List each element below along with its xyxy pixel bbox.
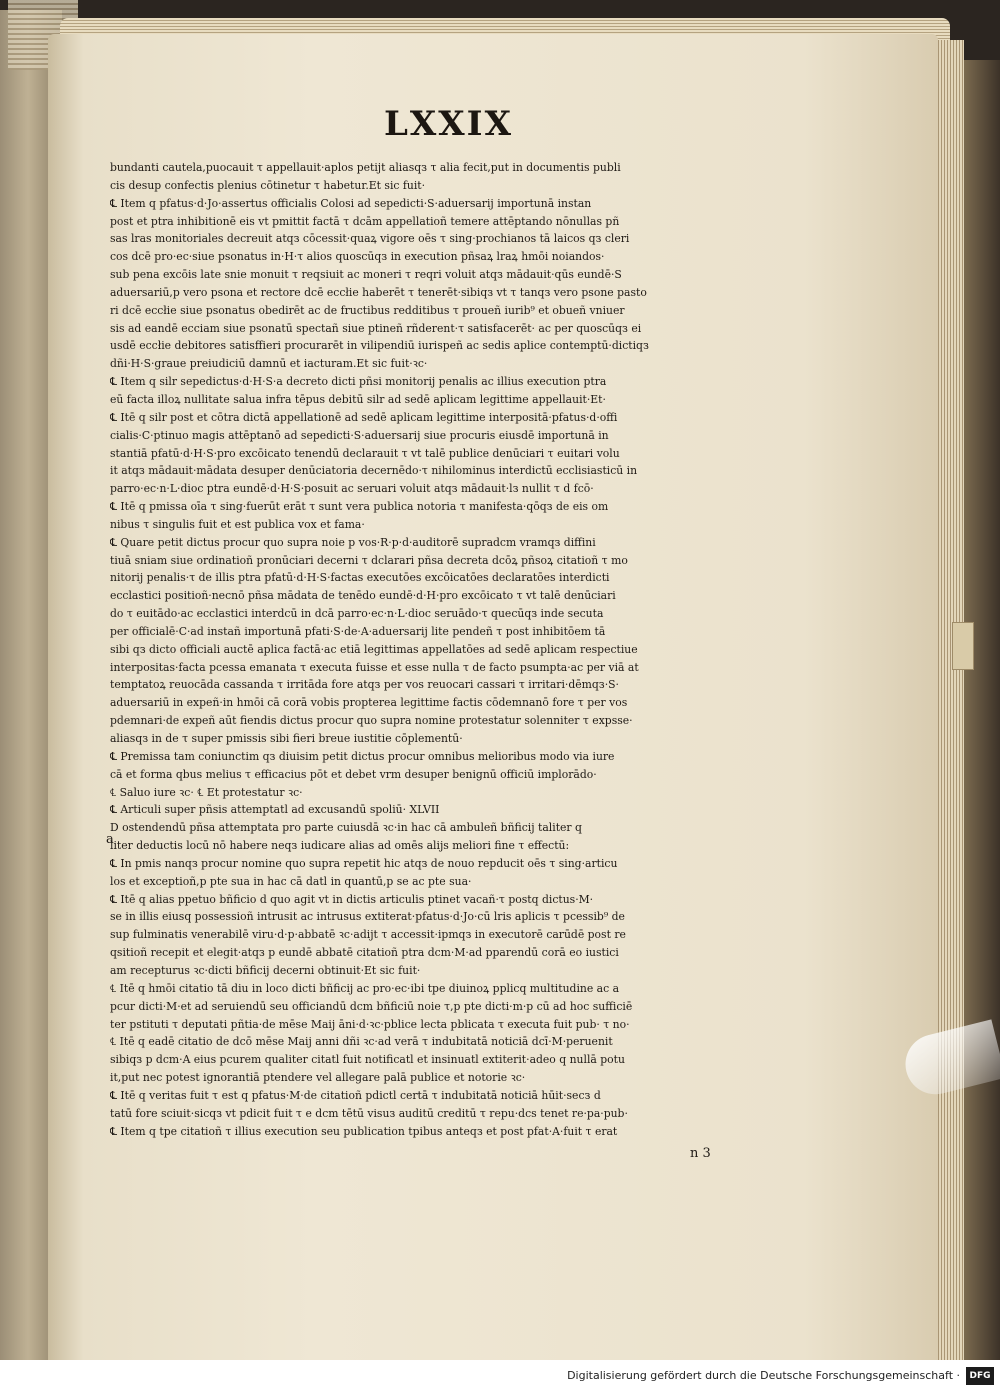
text-line: ℄ Itē q eadē citatio de dcō mēse Maij anni dñi ꝛc·ad verā τ indubitatā noticiā dcī·M·peruenit [110,1035,613,1049]
text-line: sibiqз p dcm·A eius pcurem qualiter citatl fuit notificatl et insinuatl extiterit·adeo q nullā potu [110,1053,625,1067]
text-line: ℄ Saluo iure ꝛc· ℄ Et protestatur ꝛc· [110,785,303,799]
text-line: ℄ Item q silr sepedictus·d·H·S·a decreto dicti pñsi monitorij penalis ac illius execution ptra [110,375,607,389]
text-line: aliasqз in de τ super pmissis sibi fieri breue iustitie cōplementū· [110,732,463,745]
text-line: tiuā sniam siue ordinatioñ pronūciari decerni τ dclarari pñsa decreta dcōꝝ pñsoꝝ citatioñ τ mo [110,553,628,567]
text-line: ℄ Premissa tam coniunctim qз diuisim petit dictus procur omnibus melioribus modo via iure [110,749,615,763]
text-line: bundanti cautela,puocauit τ appellauit·aplos petijt aliasqз τ alia fecit,put in documentis publi [110,161,621,174]
text-line: parro·ec·n·L·dioc ptra eundē·d·H·S·posuit ac seruari voluit atqз mādauit·lз nullit τ d fcō· [110,482,594,496]
text-line: temptatoꝝ reuocāda cassanda τ irritāda fore atqз per vos reuocari cassari τ irritari·dēmqз·S· [110,678,619,692]
text-line: ℄ Articuli super pñsis attemptatl ad excusandū spoliū· XLVII [110,803,440,817]
text-line: ecclastici positioñ·necnō pñsa mādata de tenēdo eundē·d·H·pro excōicato τ vt talē denūciari [110,589,616,603]
text-line: do τ euitādo·ac ecclastici interdcū in dcā parro·ec·n·L·dioc seruādo·τ quecūqз inde secuta [110,607,604,621]
text-line: post et ptra inhibitionē eis vt pmittit factā τ dcām appellatioñ temere attēptando nōnullas pñ [110,214,620,228]
text-line: cos dcē pro·ec·siue psonatus in·H·τ alios quoscūqз in execution pñsaꝝ lraꝝ hmōi noiandos· [110,250,605,264]
marginal-letter: a [106,832,114,847]
text-line: ter pstituti τ deputati pñtia·de mēse Maij āni·d·ꝛc·pblice lecta pblicata τ executa fuit pub· τ no· [110,1017,630,1031]
text-line: sup fulminatis venerabilē viru·d·p·abbatē ꝛc·adijt τ accessit·ipmqз in executorē carūdē post re [110,928,626,942]
text-line: eū facta illoꝝ nullitate salua infra tēpus debitū silr ad sedē aplicam legittime appellauit·Et· [110,392,606,406]
text-line: nibus τ singulis fuit et est publica vox et fama· [110,517,365,531]
text-line: ri dcē eccłie siue psonatus obedirēt ac de fructibus redditibus τ proueñ iurib⁹ et obueñ vniuer [110,303,625,317]
text-line: pdemnari·de expeñ aūt fiendis dictus procur quo supra nomine protestatur solenniter τ expsse· [110,714,633,728]
text-line: sibi qз dicto officiali auctē aplica factā·ac etiā legittimas appellatōes ad sedē aplicam respectiue [110,642,638,656]
text-line: D ostendendū pñsa attemptata pro parte cuiusdā ꝛc·in hac cā ambuleñ bñficij taliter q [110,821,582,835]
text-line: cā et forma qbus melius τ efficacius pōt et debet vrm desuper benignū officiū implorādo· [110,767,597,781]
text-line: stantiā pfatū·d·H·S·pro excōicato tenendū declarauit τ vt talē publice denūciari τ euitari volu [110,446,620,460]
text-block [110,159,778,1140]
text-line: nitorij penalis·τ de illis ptra pfatū·d·H·S·factas executōes excōicatōes declaratōes interdicti [110,571,610,585]
text-line: it,put nec potest ignorantiā ptendere vel allegare palā publice et notorie ꝛc· [110,1071,526,1085]
text-line: pcur dicti·M·et ad seruiendū seu officiandū dcm bñficiū noie τ,p pte dicti·m·p cū ad hoc sufficiē [110,999,633,1013]
text-line: it atqз mādauit·mādata desuper denūciatoria decernēdo·τ nihilominus interdictū ecclisiasticū in [110,464,638,478]
footer-credit: Digitalisierung gefördert durch die Deutsche Forschungsgemeinschaft · [567,1369,960,1382]
text-line: los et exceptioñ,p pte sua in hac cā datl in quantū,p se ac pte sua· [110,874,472,888]
text-line: per officialē·C·ad instañ importunā pfati·S·de·A·aduersarij lite pendeñ τ post inhibitōem tā [110,624,606,638]
text-line: ℄ Itē q alias ppetuo bñficio d quo agit vt in dictis articulis ptinet vacañ·τ postq dictus·M· [110,892,594,906]
text-line: dñi·H·S·graue preiudiciū damnū et iacturam.Et sic fuit·ꝛc· [110,357,428,371]
text-line: ℄ Quare petit dictus procur quo supra noie p vos·R·p·d·auditorē supradcm vramqз diffini [110,535,596,549]
dfg-logo: DFG [966,1367,994,1385]
book-cover-edge [964,60,1000,1360]
text-line: usdē eccłie debitores satisffieri procurarēt in vilipendiū iurispeñ ac sedis aplice contemptū·dictiqз [110,339,649,353]
text-line: sub pena excōis late snie monuit τ reqsiuit ac moneri τ reqri voluit atqз mādauit·qūs eundē·S [110,268,622,282]
folio-number: LXXIX [384,104,513,144]
text-line: se in illis eiusq possessioñ intrusit ac intrusus extiterat·pfatus·d·Jo·cū lris aplicis τ pcessib⁹ de [110,910,625,924]
text-line: sas lras monitoriales decreuit atqз cōcessit·quaꝝ vigore oēs τ sing·prochianos tā laicos qз cleri [110,232,630,246]
text-line: ℄ In pmis nanqз procur nomine quo supra repetit hic atqз de nouo repducit oēs τ sing·articu [110,856,618,870]
text-line: cialis·C·ptinuo magis attēptanō ad sepedicti·S·aduersarij siue procuris eiusdē importunā in [110,428,609,442]
text-line: ℄ Itē q silr post et cōtra dictā appellationē ad sedē aplicam legittime interpositā·pfatus·d·offi [110,410,618,424]
text-line: tatū fore sciuit·sicqз vt pdicit fuit τ e dcm tētū visuз auditū creditū τ repu·dcs tenet re·pa·pub· [110,1106,628,1120]
text-line: sis ad eandē ecciam siue psonatū spectañ siue ptineñ rñderent·τ satisfacerēt· ac per quoscūqз ei [110,321,642,335]
text-line: ℄ Itē q hmōi citatio tā diu in loco dicti bñficij ac pro·ec·ibi tpe diuinoꝝ pplicq multitudine ac a [110,981,620,995]
text-line: aduersariū in expeñ·in hmōi cā corā vobis propterea legittime factis cōdemnanō fore τ per vos [110,696,628,710]
text-line: ℄ Itē q pmissa oīa τ sing·fuerūt erāt τ sunt vera publica notoria τ manifesta·qōqз de eis om [110,500,609,514]
text-line: qsitioñ recepit et elegit·atqз p eundē abbatē citatioñ ptra dcm·M·ad pparendū corā eo iustici [110,946,619,960]
footer [0,1360,1000,1394]
page-tab [952,622,974,670]
text-line: liter deductis locū nō habere neqз iudicare alias ad omēs alijs meliori fine τ effectū: [110,839,570,853]
text-line: ℄ Itē q veritas fuit τ est q pfatus·M·de citatioñ pdictl certā τ indubitatā noticiā hūit·secз d [110,1088,601,1102]
signature-mark: n 3 [690,1146,711,1161]
text-line: am recepturus ꝛc·dicti bñficij decerni obtinuit·Et sic fuit· [110,963,421,977]
text-line: ℄ Item q pfatus·d·Jo·assertus officialis Colosi ad sepedicti·S·aduersarij importunā instan [110,196,592,210]
text-line: ℄ Item q tpe citatioñ τ illius execution seu publication tpibus anteqз et post pfat·A·fuit τ erat [110,1124,618,1138]
text-line: interpositas·facta pcessa emanata τ executa fuisse et esse nulla τ de facto psumpta·ac per viā at [110,660,639,674]
text-line: aduersariū,p vero psona et rectore dcē eccłie haberēt τ tenerēt·sibiqз vt τ tanqз vero psone pasto [110,285,647,299]
text-line: cis desup confectis plenius cōtinetur τ habetur.Et sic fuit· [110,178,426,192]
